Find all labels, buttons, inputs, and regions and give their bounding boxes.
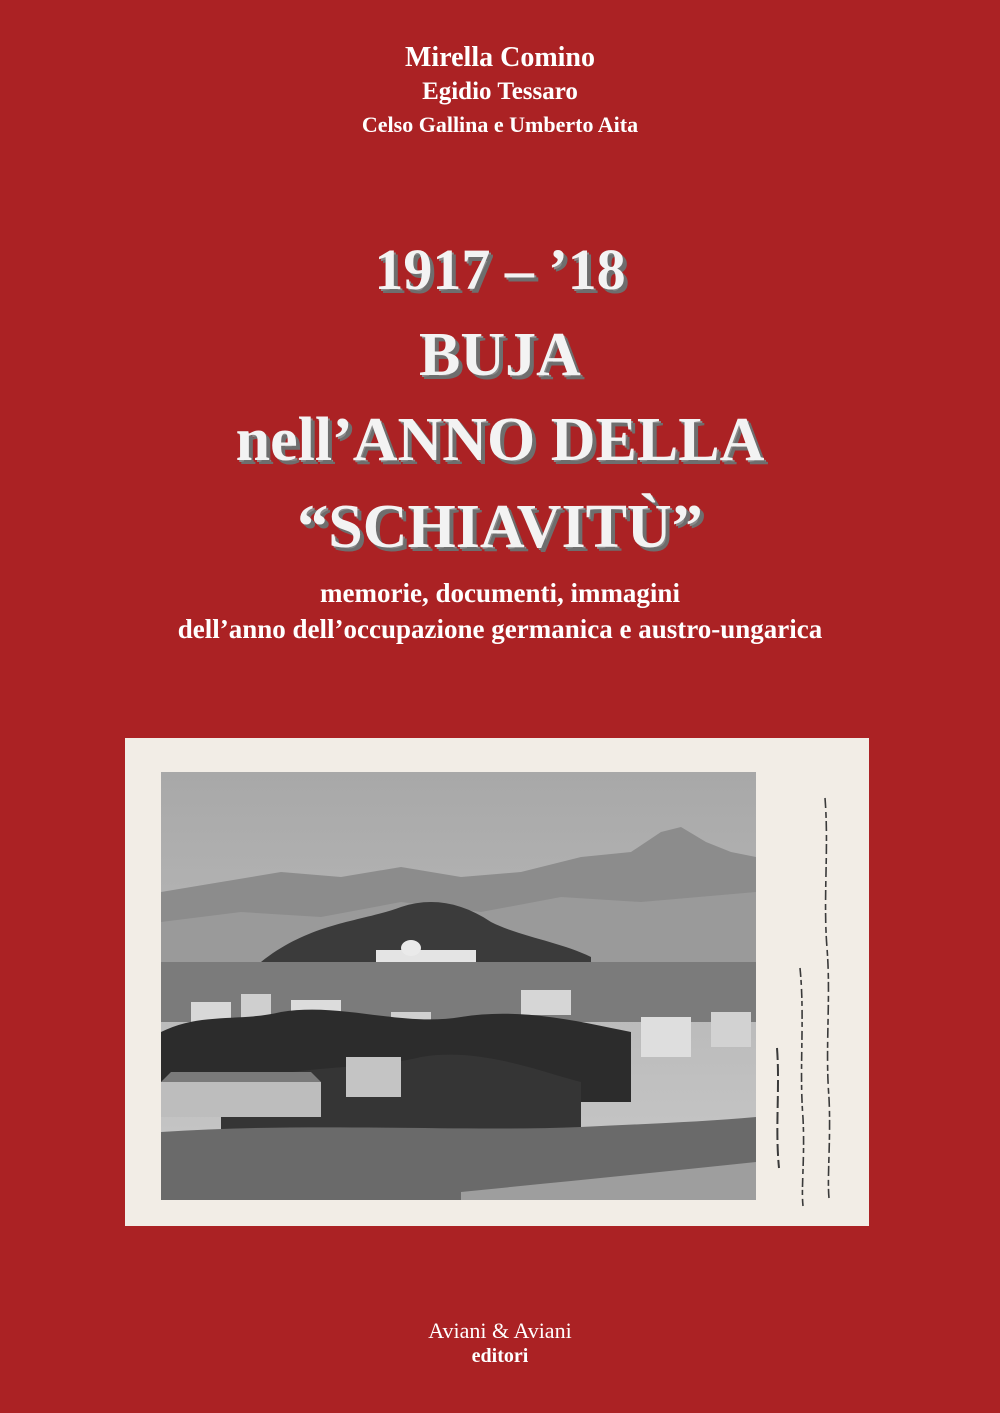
title-line-3: nell’ANNO DELLA	[235, 406, 765, 474]
publisher-name: Aviani & Aviani	[428, 1318, 572, 1343]
author-line-1: Mirella Comino	[404, 42, 595, 73]
subtitle-line-1: memorie, documenti, immagini	[320, 578, 680, 608]
author-line-3: Celso Gallina e Umberto Aita	[361, 112, 639, 137]
title-place: BUJA	[419, 321, 581, 389]
title-years: 1917 – ’18	[374, 237, 626, 302]
author-line-2: Egidio Tessaro	[422, 78, 578, 105]
handwritten-note	[765, 788, 860, 1208]
postcard-image	[125, 738, 869, 1226]
title-line-4: “SCHIAVITÙ”	[297, 493, 703, 561]
landscape-photo	[161, 772, 756, 1200]
subtitle-line-2: dell’anno dell’occupazione germanica e austro-ungarica	[177, 614, 823, 644]
publisher-label: editori	[471, 1345, 529, 1367]
